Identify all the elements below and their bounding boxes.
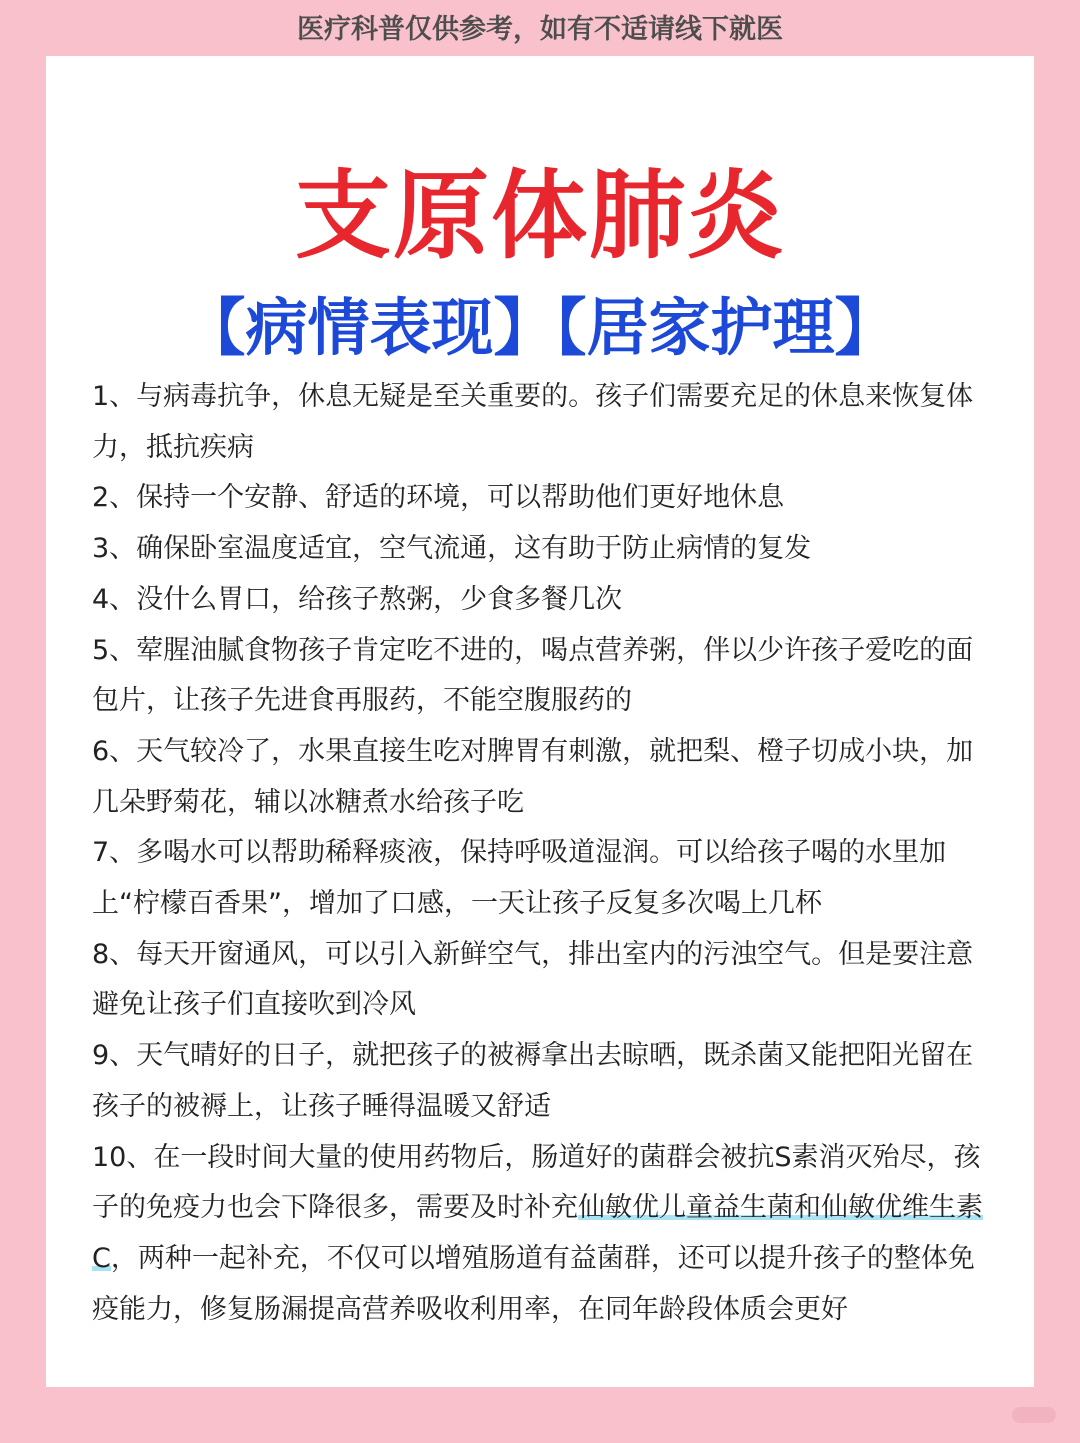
list-item: 3、确保卧室温度适宜，空气流通，这有助于防止病情的复发 [92, 533, 812, 565]
page-subtitle: 【病情表现】【居家护理】 [183, 291, 897, 364]
disclaimer-banner: 医疗科普仅供参考，如有不适请线下就医 [297, 14, 783, 45]
list-item: 1、与病毒抗争，休息无疑是至关重要的。孩子们需要充足的休息来恢复体力，抵抗疾病 [92, 381, 974, 463]
highlighted-product-text: 仙敏优儿童益生菌和仙敏优维生素C [92, 1192, 983, 1274]
list-item: 9、天气晴好的日子，就把孩子的被褥拿出去晾晒，既杀菌又能把阳光留在孩子的被褥上，让孩子睡得温暖又舒适 [92, 1040, 974, 1122]
list-item [92, 1133, 992, 1336]
list-item: 6、天气较冷了，水果直接生吃对脾胃有刺激，就把梨、橙子切成小块，加几朵野菊花，辅以冰糖煮水给孩子吃 [92, 735, 974, 818]
list-item: 7、多喝水可以帮助稀释痰液，保持呼吸道湿润。可以给孩子喝的水里加上“柠檬百香果”，增加了口感，一天让孩子反复多次喝上几杯 [92, 837, 947, 920]
item10-text-after: ，两种一起补充，不仅可以增殖肠道有益菌群，还可以提升孩子的整体免疫能力，修复肠漏提高营养吸收利用率，在同年龄段体质会更好 [92, 1242, 975, 1325]
list-item: 4、没什么胃口，给孩子熬粥，少食多餐几次 [92, 583, 623, 615]
care-tips-list [92, 372, 992, 1335]
page-title: 支原体肺炎 [295, 160, 785, 272]
list-item: 5、荤腥油腻食物孩子肯定吃不进的，喝点营养粥，伴以少许孩子爱吃的面包片，让孩子先进食再服药，不能空腹服药的 [92, 634, 974, 717]
list-item: 2、保持一个安静、舒适的环境，可以帮助他们更好地休息 [92, 482, 785, 514]
list-item: 8、每天开窗通风，可以引入新鲜空气，排出室内的污浊空气。但是要注意避免让孩子们直接吹到冷风 [92, 938, 974, 1021]
item10-text-before: 10、在一段时间大量的使用药物后，肠道好的菌群会被抗S素消灭殆尽，孩子的免疫力也会下降很多，需要及时补充 [92, 1141, 981, 1224]
watermark-logo [1012, 1407, 1056, 1423]
